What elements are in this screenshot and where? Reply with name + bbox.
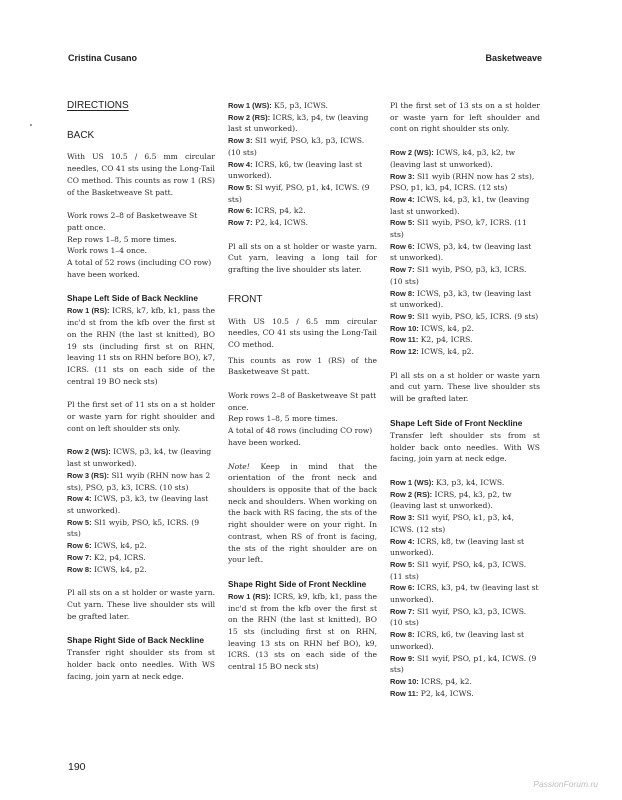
back-heading: BACK (67, 129, 95, 141)
row-text: Sl1 wyif, PSO, p1, k4, ICWS. (9 sts) (390, 653, 537, 675)
row-label: Row 7: (67, 552, 92, 562)
row-label: Row 3: (228, 136, 253, 146)
row-label: Row 6: (228, 206, 253, 216)
row-text: ICWS, k4, p2. (91, 564, 147, 574)
instruction-row (390, 536, 540, 559)
page-number: 190 (68, 761, 86, 773)
back-right-rows (228, 100, 377, 229)
left-shoulder-holder-note: Pl the first set of 13 sts on a st holder or waste yarn for left shoulder and cont on right shoulder sts only. (390, 101, 540, 134)
row-label: Row 8: (67, 564, 92, 574)
orientation-note (228, 461, 377, 566)
right-front-neckline-heading: Shape Right Side of Front Neckline (228, 578, 367, 589)
instruction-row (390, 629, 540, 652)
back-rows-line: Rep rows 1–8, 5 more times. (67, 234, 177, 244)
instruction-row (390, 241, 540, 264)
row-label: Row 10: (390, 676, 419, 686)
live-shoulder-note: Pl all sts on a st holder or waste yarn. Cut yarn. These live shoulder sts will be grafted later. (67, 588, 215, 621)
instruction-row (67, 540, 215, 552)
row-label: Row 7: (228, 218, 253, 228)
row-label: Row 2 (WS): (390, 148, 434, 158)
row-text: ICRS, p4, k2. (252, 206, 306, 216)
instruction-row (67, 446, 215, 469)
row-text: ICWS, k4, p2. (418, 323, 474, 333)
row-text: ICRS, k8, tw (leaving last st unworked). (390, 536, 525, 558)
back-rows-block (67, 210, 215, 280)
row-text: ICRS, k6, tw (leaving last st unworked). (390, 630, 525, 651)
instruction-row (390, 606, 540, 629)
row-text: Sl1 wyif, PSO, k3, p3, ICWS. (10 sts) (228, 136, 365, 157)
back-cast-on-text: With US 10.5 / 6.5 mm circular needles, CO 41 sts using the Long-Tail CO method. This counts as row 1 (RS) of the Basketweave St patt. (67, 152, 215, 197)
watermark: PassionForum.ru (533, 779, 598, 789)
instruction-row (390, 264, 540, 287)
row-label: Row 6: (67, 541, 92, 551)
instruction-row (390, 171, 540, 194)
back-rows-line: Work rows 2–8 of Basketweave St patt once. (67, 211, 198, 232)
transfer-right-shoulder-text: Transfer right shoulder sts from st holder back onto needles. With WS facing, join yarn at neck edge. (67, 648, 215, 681)
author-name: Cristina Cusano (68, 53, 138, 63)
row-text: P2, k4, ICWS. (418, 688, 474, 698)
instruction-row (390, 676, 540, 688)
instruction-row (390, 194, 540, 217)
instruction-row (390, 559, 540, 582)
row-text: K3, p3, k4, ICWS. (433, 477, 505, 487)
front-cast-on-text: With US 10.5 / 6.5 mm circular needles, CO 41 sts using the Long-Tail CO method. (228, 316, 377, 349)
row-label: Row 4: (390, 194, 415, 204)
instruction-row (390, 489, 540, 512)
instruction-row (390, 311, 540, 323)
instruction-row (67, 564, 215, 576)
row-label: Row 12: (390, 347, 419, 357)
row-label: Row 5: (67, 517, 92, 527)
instruction-row (390, 147, 540, 170)
row-label: Row 5: (228, 182, 253, 192)
row-text: ICRS, k9, kfb, k1, pass the inc'd st from the kfb over the first st on the RHN (the last st knitted), BO 15 sts (including first st on RHN, leaving 13 sts on RHN bef BO), k9, ICRS. (13 sts on each side of the central 15 BO neck sts) (228, 591, 377, 672)
instruction-row (228, 112, 377, 135)
row-text: ICRS, k3, p4, tw (leaving last st unworked). (228, 112, 369, 134)
left-shoulder-note: Pl the first set of 11 sts on a st holder or waste yarn for right shoulder and cont on left shoulder sts only. (67, 400, 215, 433)
row-label: Row 3: (390, 171, 415, 181)
instruction-row (390, 477, 540, 489)
front-heading: FRONT (228, 293, 263, 305)
front-rows-line: Work rows 2–8 of Basketweave St patt once. (228, 391, 377, 412)
instruction-row (390, 217, 540, 240)
row-label: Row 4: (67, 494, 92, 504)
row-text: Sl1 wyif, PSO, k4, p3, ICWS. (11 sts) (390, 559, 527, 581)
row-label: Row 6: (390, 583, 415, 593)
directions-heading: DIRECTIONS (67, 100, 129, 111)
instruction-row (228, 182, 377, 205)
row-label: Row 6: (390, 241, 415, 251)
instruction-row (67, 517, 215, 540)
back-left-row-1 (67, 305, 215, 387)
row-text: Sl1 wyib (RHN now has 2 sts), PSO, p1, k3, p4, ICRS. (12 sts) (390, 171, 535, 193)
row-label: Row 9: (390, 653, 415, 663)
row-label: Row 4: (228, 159, 253, 169)
column-1 (67, 100, 215, 691)
margin-mark (30, 124, 32, 126)
instruction-row (67, 552, 215, 564)
instruction-row (390, 346, 540, 358)
row-label: Row 8: (390, 630, 415, 640)
row-text: Sl1 wyib (RHN now has 2 sts), PSO, p3, k3, ICRS. (10 sts) (67, 470, 211, 492)
instruction-row (228, 135, 377, 158)
row-text: Sl1 wyib, PSO, k5, ICRS. (9 sts) (67, 517, 200, 539)
row-text: Sl wyif, PSO, p1, k4, ICWS. (9 sts) (228, 182, 370, 204)
row-text: K2, p4, ICRS. (418, 335, 473, 345)
instruction-row (67, 493, 215, 516)
note-text: Keep in mind that the orientation of the front neck and shoulders is opposite that of the back neck and shoulders. When working on the back with RS facing, the sts of the right shoulder were on your right. In contrast, when RS of front is facing, the sts of the right shoulder are on your left. (228, 461, 377, 565)
row-text: ICRS, k7, kfb, k1, pass the inc'd st from the kfb over the first st on the RHN (the last st knitted), BO 19 sts (including first st on RHN, leaving 11 sts on RHN before BO), k7, ICRS. (11 sts on each side of the central 19 BO neck sts) (67, 306, 215, 386)
row-text: ICWS, k4, p3, k1, tw (leaving last st unworked). (390, 194, 530, 216)
graft-note: Pl all sts on a st holder or waste yarn. Cut yarn, leaving a long tail for grafting the live shoulder sts later. (228, 241, 377, 275)
row-label: Row 4: (390, 536, 415, 546)
instruction-row (390, 288, 540, 311)
instruction-row (390, 323, 540, 335)
front-row-count-text: This counts as row 1 (RS) of the Basketweave St patt. (228, 355, 377, 377)
row-label: Row 2 (RS): (228, 112, 271, 122)
column-3 (390, 100, 540, 708)
row-label: Row 1 (WS): (390, 477, 434, 487)
front-live-shoulder-note: Pl all sts on a st holder or waste yarn and cut yarn. These live shoulder sts will be grafted later. (390, 370, 540, 404)
column-2 (228, 100, 377, 682)
back-left-rows (67, 446, 215, 575)
instruction-row (390, 334, 540, 346)
row-text: ICRS, k6, tw (leaving last st unworked). (228, 159, 363, 181)
instruction-row (390, 653, 540, 676)
note-label: Note! (228, 461, 250, 471)
row-text: Sl1 wyif, PSO, k3, p3, ICWS. (10 sts) (390, 606, 527, 628)
row-text: Sl1 wyib, PSO, k7, ICRS. (11 sts) (390, 218, 527, 240)
front-rows-line: Rep rows 1–8, 5 more times. (228, 414, 338, 424)
row-label: Row 1 (RS): (67, 306, 110, 316)
row-text: Sl1 wyib, PSO, k5, ICRS. (9 sts) (414, 311, 539, 321)
instruction-row (228, 159, 377, 182)
row-text: K5, p3, ICWS. (271, 101, 328, 110)
row-label: Row 8: (390, 288, 415, 298)
row-text: ICRS, p4, k2. (418, 676, 472, 686)
row-label: Row 5: (390, 218, 415, 228)
section-title: Basketweave (485, 53, 542, 63)
back-rows-line: A total of 52 rows (including CO row) have been worked. (67, 258, 212, 279)
row-label: Row 1 (WS): (228, 101, 272, 110)
row-label: Row 2 (RS): (390, 489, 433, 499)
row-text: P2, k4, ICWS. (252, 218, 308, 228)
row-label: Row 7: (390, 265, 415, 275)
front-right-row-1 (228, 591, 377, 673)
instruction-row (228, 205, 377, 217)
row-text: ICWS, k4, p2. (91, 541, 147, 551)
row-text: Sl1 wyif, PSO, k1, p3, k4, ICWS. (12 sts) (390, 513, 515, 534)
row-text: Sl1 wyib, PSO, p3, k3, ICRS. (10 sts) (390, 265, 527, 286)
instruction-row (67, 470, 215, 493)
front-rows-line: A total of 48 rows (including CO row) have been worked. (228, 426, 373, 447)
instruction-row (390, 512, 540, 535)
instruction-row (228, 217, 377, 229)
row-label: Row 7: (390, 606, 415, 616)
right-back-neckline-heading: Shape Right Side of Back Neckline (67, 635, 204, 646)
instruction-row (390, 582, 540, 605)
row-label: Row 11: (390, 335, 419, 345)
row-label: Row 11: (390, 688, 419, 698)
row-label: Row 2 (WS): (67, 447, 111, 457)
row-text: ICWS, p3, k3, tw (leaving last st unworked). (67, 494, 209, 515)
row-label: Row 5: (390, 559, 415, 569)
row-text: ICWS, k4, p2. (418, 347, 474, 357)
left-back-neckline-heading: Shape Left Side of Back Neckline (67, 293, 198, 304)
row-text: ICWS, p3, k3, tw (leaving last st unworked). (390, 288, 532, 310)
row-text: K2, p4, ICRS. (91, 552, 146, 562)
left-front-neckline-heading: Shape Left Side of Front Neckline (390, 417, 523, 428)
row-label: Row 9: (390, 311, 415, 321)
row-label: Row 3 (RS): (67, 470, 110, 480)
front-left-rows (390, 477, 540, 699)
row-text: ICWS, p3, k4, tw (leaving last st unworked). (390, 241, 532, 263)
row-text: ICWS, p3, k4, tw (leaving last st unworked). (67, 447, 212, 469)
row-text: ICRS, p4, k3, p2, tw (leaving last st unworked). (390, 489, 512, 511)
row-text: ICWS, k4, p3, k2, tw (leaving last st unworked). (390, 148, 516, 169)
front-rows-block (228, 390, 377, 449)
row-label: Row 1 (RS): (228, 591, 271, 601)
row-text: ICRS, k3, p4, tw (leaving last st unworked). (390, 583, 539, 605)
front-right-rows (390, 147, 540, 358)
instruction-row (390, 688, 540, 700)
row-label: Row 10: (390, 323, 419, 333)
row-label: Row 3: (390, 513, 415, 523)
back-rows-line: Work rows 1–4 once. (67, 246, 148, 256)
instruction-row (228, 100, 377, 112)
transfer-left-shoulder-text: Transfer left shoulder sts from st holder back onto needles. With WS facing, join yarn at neck edge. (390, 430, 540, 464)
